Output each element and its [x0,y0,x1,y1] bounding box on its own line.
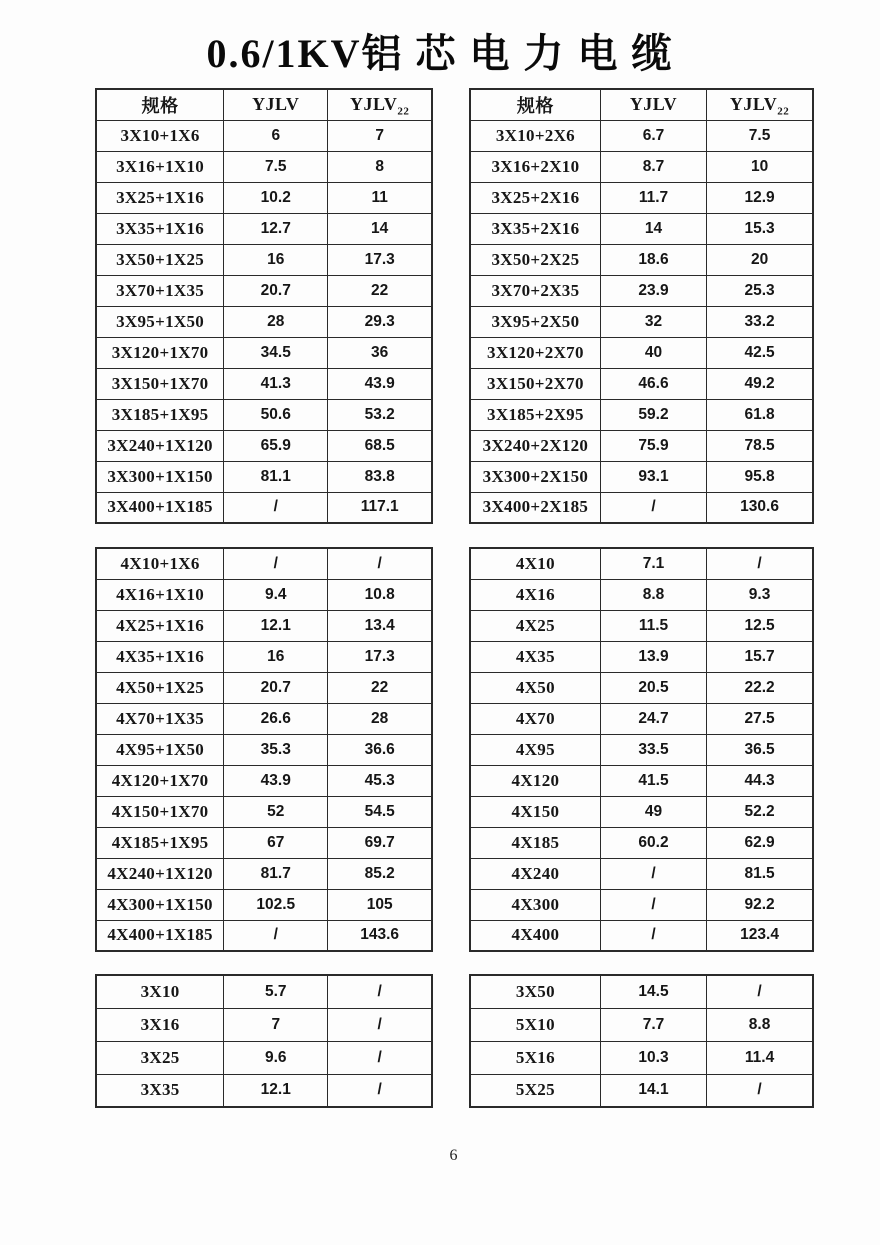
table-row [96,734,432,765]
value-cell: 17.3 [328,244,432,275]
value-cell: 83.8 [328,461,432,492]
spec-cell: 3X70+2X35 [470,275,600,306]
table-row [96,1074,432,1107]
spec-cell: 3X185+1X95 [96,399,224,430]
spec-cell: 3X95+1X50 [96,306,224,337]
value-cell: 69.7 [328,827,432,858]
table-row [470,548,813,579]
value-cell: 7 [328,120,432,151]
value-cell: 22 [328,275,432,306]
table-row [96,1041,432,1074]
spec-cell: 4X16+1X10 [96,579,224,610]
table-row [96,120,432,151]
price-table-4x-plus-1x [95,547,433,952]
spec-cell: 3X16 [96,1008,224,1041]
value-cell: 117.1 [328,492,432,523]
value-cell: 78.5 [707,430,813,461]
value-cell: 11.4 [707,1041,813,1074]
value-cell: 81.7 [224,858,328,889]
value-cell: 27.5 [707,703,813,734]
spec-cell: 5X25 [470,1074,600,1107]
table-row [96,641,432,672]
value-cell: 28 [224,306,328,337]
value-cell: / [328,975,432,1008]
spec-cell: 3X240+1X120 [96,430,224,461]
spec-cell: 3X150+2X70 [470,368,600,399]
spec-cell: 4X16 [470,579,600,610]
value-cell: 12.7 [224,213,328,244]
spec-cell: 4X35+1X16 [96,641,224,672]
value-cell: 43.9 [224,765,328,796]
table-row [96,182,432,213]
spec-cell: 4X400 [470,920,600,951]
spec-cell: 3X240+2X120 [470,430,600,461]
value-cell: 12.5 [707,610,813,641]
value-cell: 29.3 [328,306,432,337]
table-row [470,368,813,399]
value-cell: 123.4 [707,920,813,951]
value-cell: 20.7 [224,672,328,703]
table-row [96,399,432,430]
value-cell: 23.9 [600,275,706,306]
value-cell: 36 [328,337,432,368]
value-cell: / [600,858,706,889]
price-table-3x-unarmored [95,974,433,1108]
spec-cell: 4X35 [470,641,600,672]
price-table-3x50-and-5x [469,974,814,1108]
value-cell: 14.5 [600,975,706,1008]
value-cell: / [224,548,328,579]
value-cell: 45.3 [328,765,432,796]
value-cell: / [224,920,328,951]
table-row [96,889,432,920]
table-row [470,461,813,492]
spec-cell: 3X25+1X16 [96,182,224,213]
value-cell: 12.9 [707,182,813,213]
table-row [470,579,813,610]
value-cell: 24.7 [600,703,706,734]
table-row [470,306,813,337]
spec-cell: 4X50+1X25 [96,672,224,703]
value-cell: 105 [328,889,432,920]
value-cell: / [707,975,813,1008]
table-row [96,796,432,827]
value-cell: 20.7 [224,275,328,306]
value-cell: 12.1 [224,1074,328,1107]
spec-cell: 3X35+1X16 [96,213,224,244]
value-cell: 11 [328,182,432,213]
table-row [470,641,813,672]
spec-cell: 3X50 [470,975,600,1008]
value-cell: 14 [600,213,706,244]
spec-cell: 3X50+1X25 [96,244,224,275]
table-row [470,610,813,641]
spec-cell: 4X120+1X70 [96,765,224,796]
table-row [470,796,813,827]
spec-cell: 3X95+2X50 [470,306,600,337]
table-row [470,120,813,151]
price-table-4x [469,547,814,952]
spec-cell: 4X400+1X185 [96,920,224,951]
spec-cell: 3X70+1X35 [96,275,224,306]
column-header: 规格 [96,89,224,120]
spec-cell: 5X10 [470,1008,600,1041]
value-cell: / [707,548,813,579]
value-cell: 52.2 [707,796,813,827]
value-cell: 7.1 [600,548,706,579]
value-cell: 13.9 [600,641,706,672]
value-cell: 11.7 [600,182,706,213]
spec-cell: 4X150 [470,796,600,827]
value-cell: 20 [707,244,813,275]
value-cell: 81.5 [707,858,813,889]
spec-cell: 4X185 [470,827,600,858]
spec-cell: 4X10 [470,548,600,579]
table-row [470,399,813,430]
value-cell: 54.5 [328,796,432,827]
value-cell: / [600,920,706,951]
value-cell: 59.2 [600,399,706,430]
value-cell: 10.2 [224,182,328,213]
value-cell: / [224,492,328,523]
value-cell: 60.2 [600,827,706,858]
value-cell: 41.3 [224,368,328,399]
header-row [470,89,813,120]
spec-cell: 3X35 [96,1074,224,1107]
column-header: 规格 [470,89,600,120]
value-cell: 35.3 [224,734,328,765]
value-cell: 50.6 [224,399,328,430]
spec-cell: 4X185+1X95 [96,827,224,858]
spec-cell: 3X25 [96,1041,224,1074]
table-row [470,337,813,368]
value-cell: 7.5 [224,151,328,182]
table-row [470,703,813,734]
value-cell: 95.8 [707,461,813,492]
value-cell: 9.6 [224,1041,328,1074]
value-cell: 14.1 [600,1074,706,1107]
value-cell: 9.3 [707,579,813,610]
page-title: 0.6/1KV铝 芯 电 力 电 缆 [206,31,674,76]
value-cell: 40 [600,337,706,368]
value-cell: 13.4 [328,610,432,641]
value-cell: 8 [328,151,432,182]
value-cell: 5.7 [224,975,328,1008]
value-cell: 75.9 [600,430,706,461]
table-row [96,1008,432,1041]
table-row [96,579,432,610]
spec-cell: 5X16 [470,1041,600,1074]
table-row [96,151,432,182]
spec-cell: 3X16+2X10 [470,151,600,182]
value-cell: 42.5 [707,337,813,368]
value-cell: 61.8 [707,399,813,430]
table-row [96,461,432,492]
spec-cell: 3X25+2X16 [470,182,600,213]
value-cell: / [328,1008,432,1041]
price-table-3x-plus-2x [469,88,814,524]
table-row [470,920,813,951]
table-row [96,703,432,734]
value-cell: 16 [224,641,328,672]
value-cell: 18.6 [600,244,706,275]
value-cell: 14 [328,213,432,244]
value-cell: 49 [600,796,706,827]
value-cell: 33.5 [600,734,706,765]
value-cell: 8.8 [600,579,706,610]
spec-cell: 3X120+1X70 [96,337,224,368]
price-table-3x-plus-1x [95,88,433,524]
table-row [470,244,813,275]
value-cell: 6.7 [600,120,706,151]
table-row [470,1041,813,1074]
header-row [96,89,432,120]
table-row [96,610,432,641]
value-cell: / [600,492,706,523]
table-row [96,306,432,337]
value-cell: 7 [224,1008,328,1041]
table-row [470,213,813,244]
spec-cell: 3X120+2X70 [470,337,600,368]
table-row [96,275,432,306]
spec-cell: 4X70 [470,703,600,734]
table-row [470,765,813,796]
value-cell: 93.1 [600,461,706,492]
spec-cell: 4X240 [470,858,600,889]
table-row [470,858,813,889]
spec-cell: 4X120 [470,765,600,796]
table-row [96,430,432,461]
value-cell: 7.5 [707,120,813,151]
spec-cell: 4X95+1X50 [96,734,224,765]
spec-cell: 3X150+1X70 [96,368,224,399]
table-row [96,975,432,1008]
table-row [470,734,813,765]
value-cell: 130.6 [707,492,813,523]
value-cell: 25.3 [707,275,813,306]
value-cell: 62.9 [707,827,813,858]
value-cell: 32 [600,306,706,337]
spec-cell: 3X400+1X185 [96,492,224,523]
value-cell: 41.5 [600,765,706,796]
spec-cell: 4X300+1X150 [96,889,224,920]
value-cell: / [600,889,706,920]
table-row [470,1008,813,1041]
table-row [96,337,432,368]
tables-area [95,88,814,1108]
table-row [96,920,432,951]
table-row [470,827,813,858]
table-row [96,213,432,244]
value-cell: 6 [224,120,328,151]
value-cell: 15.3 [707,213,813,244]
value-cell: 36.6 [328,734,432,765]
spec-cell: 3X300+1X150 [96,461,224,492]
table-row [96,765,432,796]
table-row [470,889,813,920]
column-header: YJLV [600,89,706,120]
table-row [96,368,432,399]
table-row [96,672,432,703]
value-cell: 36.5 [707,734,813,765]
table-row [470,275,813,306]
value-cell: 65.9 [224,430,328,461]
spec-cell: 4X95 [470,734,600,765]
value-cell: / [328,1074,432,1107]
spec-cell: 4X300 [470,889,600,920]
value-cell: 43.9 [328,368,432,399]
table-row [96,858,432,889]
spec-cell: 3X10 [96,975,224,1008]
page-number: 6 [449,1147,458,1164]
value-cell: 22 [328,672,432,703]
value-cell: 22.2 [707,672,813,703]
spec-cell: 3X185+2X95 [470,399,600,430]
value-cell: 49.2 [707,368,813,399]
value-cell: 143.6 [328,920,432,951]
value-cell: 44.3 [707,765,813,796]
value-cell: 33.2 [707,306,813,337]
left-column [95,88,433,1108]
spec-cell: 4X25 [470,610,600,641]
table-row [470,672,813,703]
spec-cell: 3X300+2X150 [470,461,600,492]
table-row [470,182,813,213]
spec-cell: 4X10+1X6 [96,548,224,579]
column-header: YJLV [224,89,328,120]
table-row [470,975,813,1008]
spec-cell: 4X150+1X70 [96,796,224,827]
value-cell: 10 [707,151,813,182]
spec-cell: 3X16+1X10 [96,151,224,182]
value-cell: 81.1 [224,461,328,492]
value-cell: 52 [224,796,328,827]
value-cell: 68.5 [328,430,432,461]
value-cell: 9.4 [224,579,328,610]
value-cell: 12.1 [224,610,328,641]
column-header: $YJLV_{22}$ [707,89,813,120]
spec-cell: 3X35+2X16 [470,213,600,244]
table-row [96,548,432,579]
value-cell: 53.2 [328,399,432,430]
value-cell: 16 [224,244,328,275]
table-row [96,492,432,523]
spec-cell: 4X50 [470,672,600,703]
value-cell: 11.5 [600,610,706,641]
right-column [469,88,814,1108]
value-cell: 10.3 [600,1041,706,1074]
table-row [470,1074,813,1107]
column-header: $YJLV_{22}$ [328,89,432,120]
spec-cell: 3X50+2X25 [470,244,600,275]
spec-cell: 3X10+2X6 [470,120,600,151]
value-cell: / [328,1041,432,1074]
value-cell: 92.2 [707,889,813,920]
value-cell: 85.2 [328,858,432,889]
value-cell: 10.8 [328,579,432,610]
table-row [470,492,813,523]
table-row [470,151,813,182]
spec-cell: 4X240+1X120 [96,858,224,889]
table-row [470,430,813,461]
spec-cell: 4X25+1X16 [96,610,224,641]
spec-cell: 3X400+2X185 [470,492,600,523]
value-cell: 67 [224,827,328,858]
value-cell: / [707,1074,813,1107]
table-row [96,827,432,858]
value-cell: 20.5 [600,672,706,703]
value-cell: 8.7 [600,151,706,182]
value-cell: 46.6 [600,368,706,399]
value-cell: 17.3 [328,641,432,672]
spec-cell: 4X70+1X35 [96,703,224,734]
value-cell: 34.5 [224,337,328,368]
value-cell: 102.5 [224,889,328,920]
table-row [96,244,432,275]
value-cell: 28 [328,703,432,734]
value-cell: 26.6 [224,703,328,734]
value-cell: 15.7 [707,641,813,672]
value-cell: 8.8 [707,1008,813,1041]
value-cell: 7.7 [600,1008,706,1041]
spec-cell: 3X10+1X6 [96,120,224,151]
value-cell: / [328,548,432,579]
